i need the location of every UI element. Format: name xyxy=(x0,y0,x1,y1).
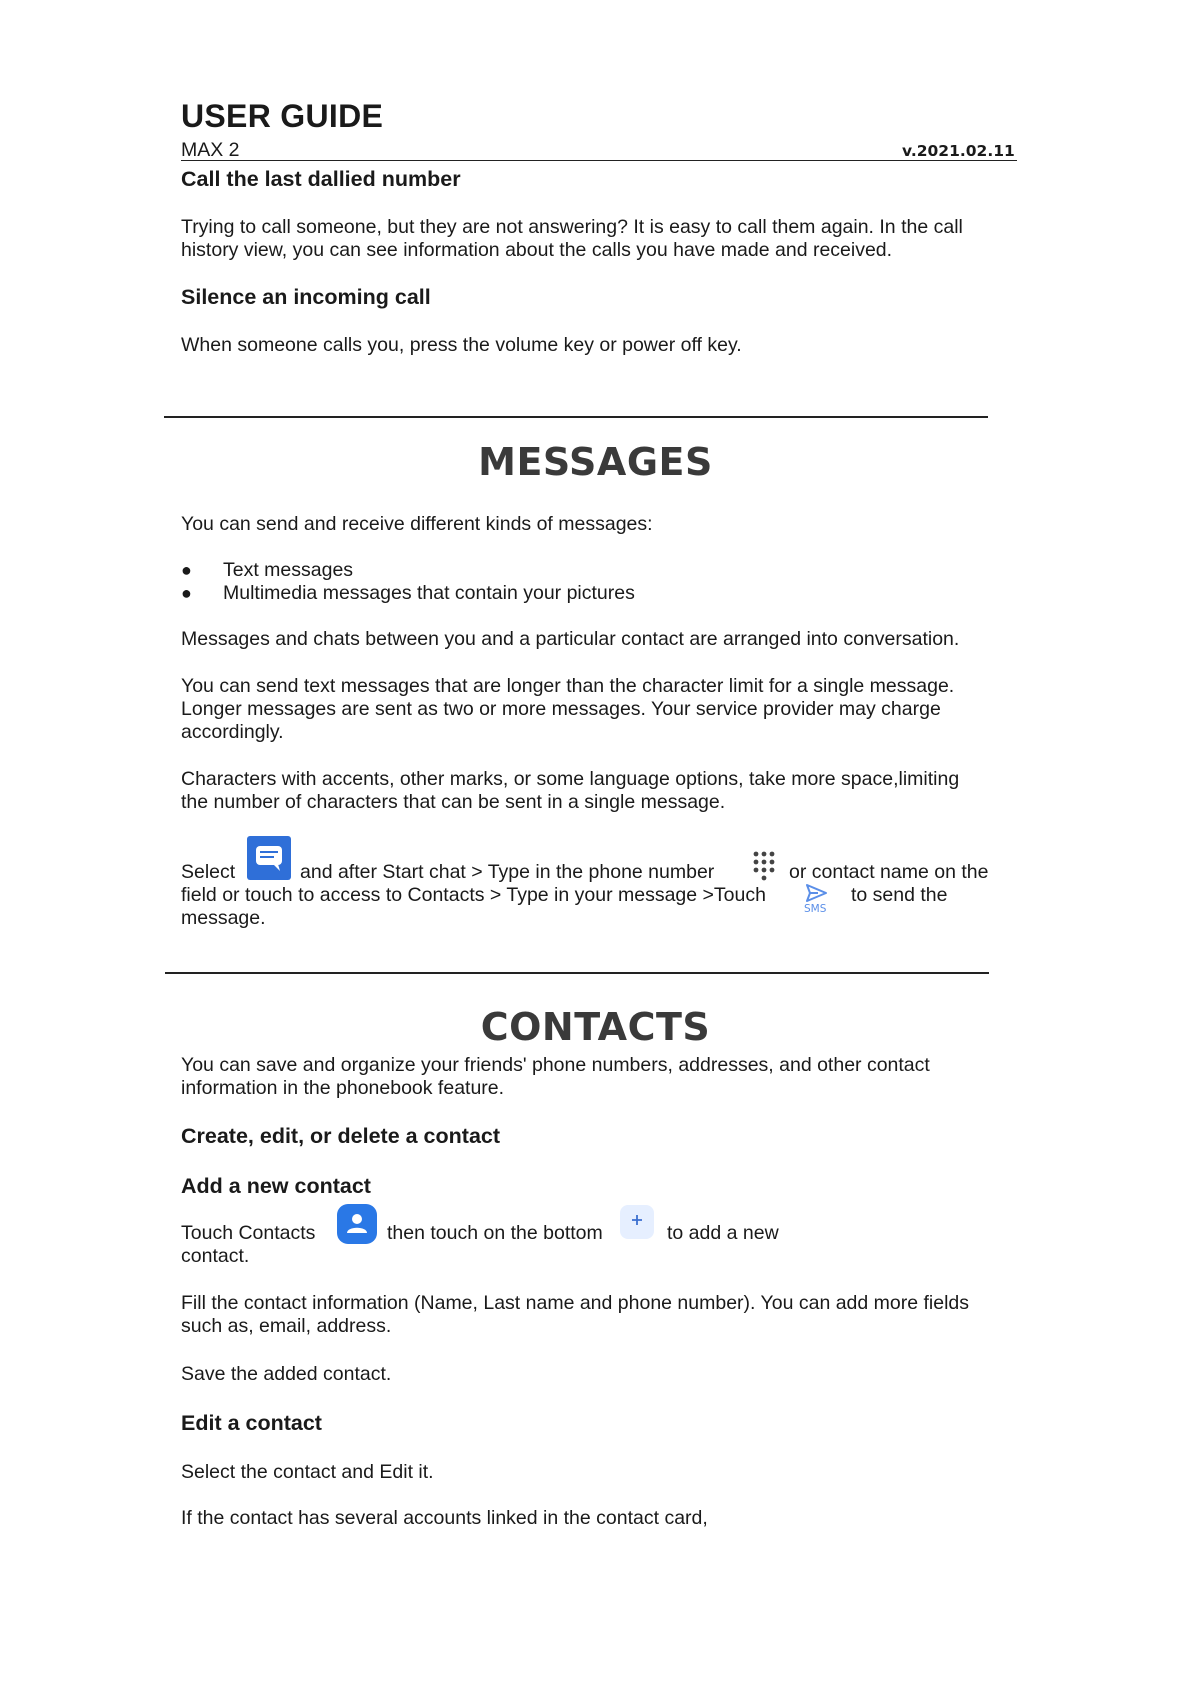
messages-para-conversation: Messages and chats between you and a particular contact are arranged into conversation. xyxy=(181,628,960,650)
messages-line2-send: to send the xyxy=(851,884,948,906)
bullet-dot: ● xyxy=(181,583,192,603)
dialpad-icon xyxy=(752,850,778,882)
bullet-dot: ● xyxy=(181,560,192,580)
fill-line2: such as, email, address. xyxy=(181,1315,392,1337)
to-add-text: to add a new xyxy=(667,1222,779,1244)
contacts-intro-line2: information in the phonebook feature. xyxy=(181,1077,505,1099)
contacts-title: CONTACTS xyxy=(480,1005,711,1049)
para-length-line1: You can send text messages that are longer than the character limit for a single message. xyxy=(181,675,955,697)
sms-send-icon xyxy=(800,884,834,918)
call-last-text xyxy=(181,216,963,262)
contacts-app-icon xyxy=(336,1203,378,1245)
contacts-intro-line1: You can save and organize your friends' phone numbers, addresses, and other contact xyxy=(181,1054,930,1076)
select-after-text: and after Start chat > Type in the phone number xyxy=(300,861,715,883)
messages-para-length xyxy=(181,675,954,744)
call-last-line1: Trying to call someone, but they are not answering? It is easy to call them again. In the call xyxy=(181,216,963,238)
several-accounts-text: If the contact has several accounts linked in the contact card, xyxy=(181,1507,708,1529)
select-word: Select xyxy=(181,861,236,883)
save-contact-text: Save the added contact. xyxy=(181,1363,392,1385)
sms-label: SMS xyxy=(804,903,827,915)
send-arrow-icon xyxy=(806,884,828,902)
messages-para-characters xyxy=(181,768,959,814)
header-rule xyxy=(181,160,1017,161)
select-contact-text: or contact name on the xyxy=(789,861,989,883)
fill-line1: Fill the contact information (Name, Last name and phone number). You can add more fields xyxy=(181,1292,970,1314)
messages-divider xyxy=(164,416,988,418)
edit-contact-heading: Edit a contact xyxy=(181,1411,322,1435)
call-last-line2: history view, you can see information about the calls you have made and received. xyxy=(181,239,893,261)
messages-title: MESSAGES xyxy=(478,440,713,484)
add-contact-plus-icon xyxy=(619,1204,655,1240)
fill-contact-info xyxy=(181,1292,969,1338)
para-length-line3: accordingly. xyxy=(181,721,284,743)
messages-app-icon xyxy=(247,836,291,880)
select-edit-text: Select the contact and Edit it. xyxy=(181,1461,434,1483)
call-last-heading: Call the last dallied number xyxy=(181,167,461,191)
doc-title: USER GUIDE xyxy=(181,98,384,134)
then-touch-text: then touch on the bottom xyxy=(387,1222,603,1244)
create-edit-delete-heading: Create, edit, or delete a contact xyxy=(181,1124,501,1148)
contacts-intro xyxy=(181,1054,930,1100)
model-name: MAX 2 xyxy=(181,139,240,161)
silence-text: When someone calls you, press the volume key or power off key. xyxy=(181,334,742,356)
para-characters-line1: Characters with accents, other marks, or some language options, take more space,limiting xyxy=(181,768,960,790)
messages-line3-text: message. xyxy=(181,907,266,929)
silence-heading: Silence an incoming call xyxy=(181,285,431,309)
version-label: v.2021.02.11 xyxy=(902,142,1015,160)
contacts-divider xyxy=(165,972,989,974)
bullet-text-messages: Text messages xyxy=(223,559,354,581)
add-contact-heading: Add a new contact xyxy=(181,1174,371,1198)
para-length-line2: Longer messages are sent as two or more messages. Your service provider may charge xyxy=(181,698,941,720)
messages-line2-text: field or touch to access to Contacts > Type in your message >Touch xyxy=(181,884,766,906)
bullet-multimedia-messages: Multimedia messages that contain your pictures xyxy=(223,582,635,604)
messages-intro: You can send and receive different kinds of messages: xyxy=(181,513,653,535)
touch-contacts-text: Touch Contacts xyxy=(181,1222,316,1244)
para-characters-line2: the number of characters that can be sent in a single message. xyxy=(181,791,726,813)
contact-word: contact. xyxy=(181,1245,250,1267)
